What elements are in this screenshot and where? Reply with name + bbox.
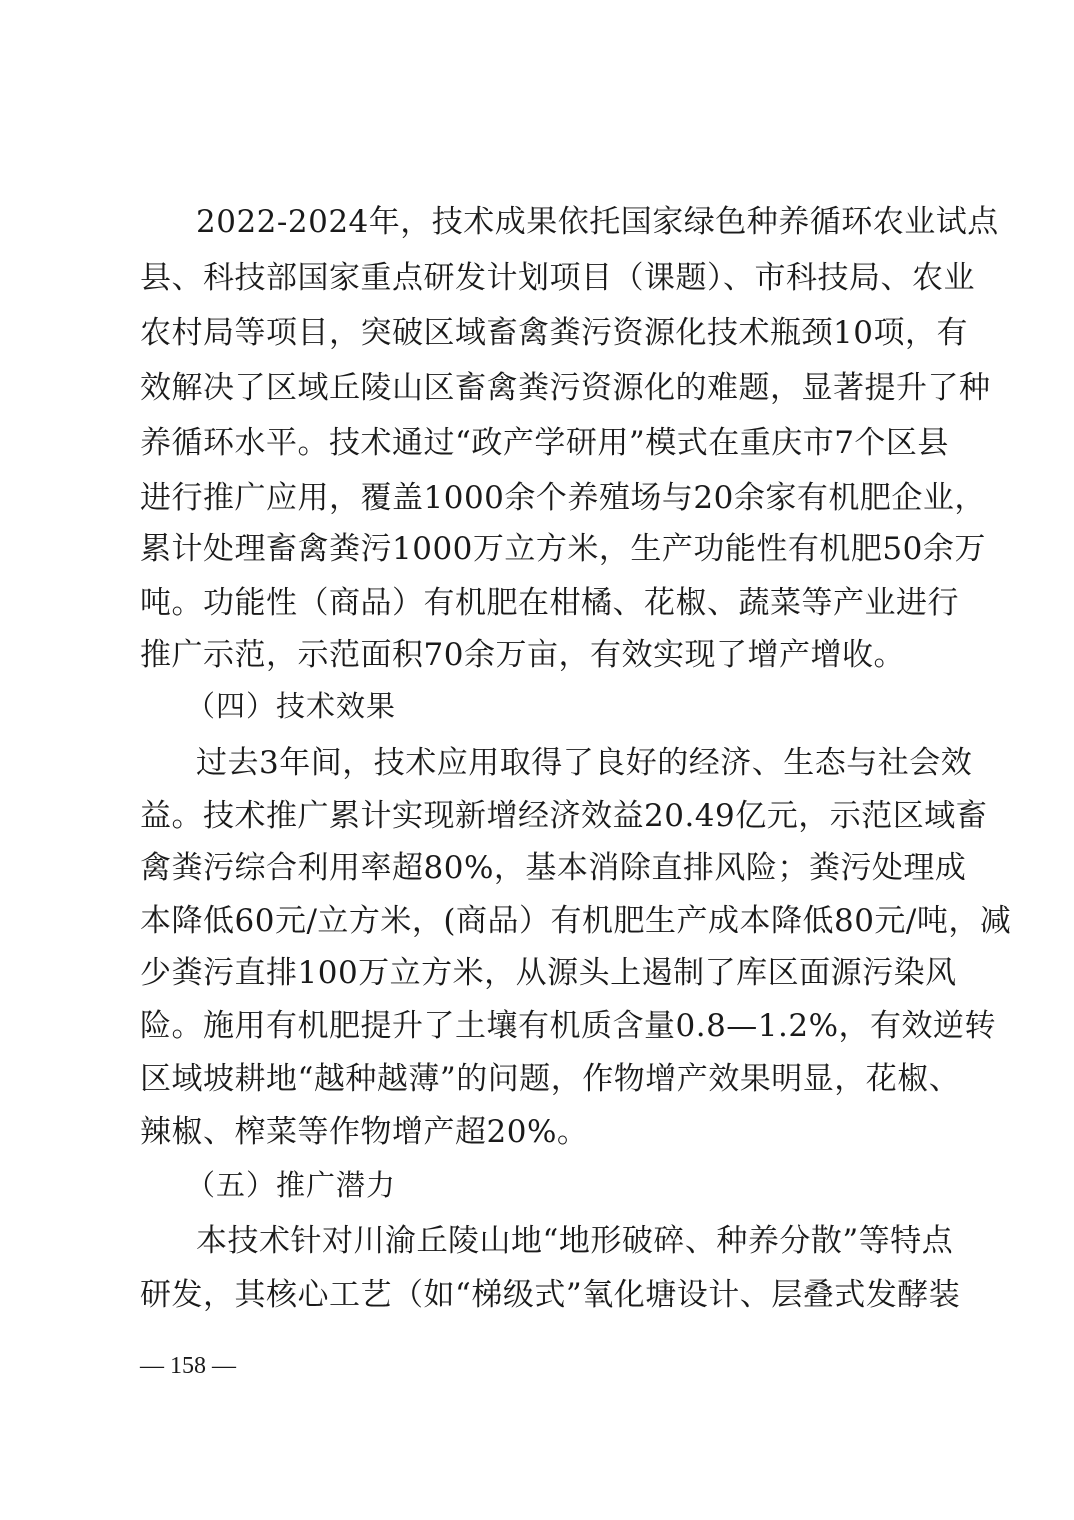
text-line: 益。技术推广累计实现新增经济效益20.49亿元，示范区域畜	[140, 798, 988, 834]
section-heading-promotion-potential: （五）推广潜力	[186, 1168, 397, 1202]
text-line: 本技术针对川渝丘陵山地“地形破碎、种养分散”等特点	[196, 1223, 954, 1259]
text-line: 2022-2024年，技术成果依托国家绿色种养循环农业试点	[196, 204, 999, 240]
text-line: 推广示范，示范面积70余万亩，有效实现了增产增收。	[140, 637, 905, 673]
page-number: — 158 —	[140, 1353, 236, 1379]
text-line: 吨。功能性（商品）有机肥在柑橘、花椒、蔬菜等产业进行	[140, 585, 959, 621]
text-line: 禽粪污综合利用率超80%，基本消除直排风险；粪污处理成	[140, 850, 967, 886]
text-line: 农村局等项目，突破区域畜禽粪污资源化技术瓶颈10项，有	[140, 315, 968, 351]
section-heading-technical-effects: （四）技术效果	[186, 689, 397, 723]
text-line: 县、科技部国家重点研发计划项目（课题）、市科技局、农业	[140, 260, 975, 296]
text-line: 养循环水平。技术通过“政产学研用”模式在重庆市7个区县	[140, 425, 949, 461]
text-line: 辣椒、榨菜等作物增产超20%。	[140, 1114, 589, 1150]
text-line: 区域坡耕地“越种越薄”的问题，作物增产效果明显，花椒、	[140, 1061, 961, 1097]
text-line: 效解决了区域丘陵山区畜禽粪污资源化的难题，显著提升了种	[140, 370, 991, 406]
text-line: 少粪污直排100万立方米，从源头上遏制了库区面源污染风	[140, 955, 957, 991]
text-line: 过去3年间，技术应用取得了良好的经济、生态与社会效	[196, 745, 973, 781]
text-line: 本降低60元/立方米，(商品）有机肥生产成本降低80元/吨，减	[140, 903, 1012, 939]
text-line: 研发，其核心工艺（如“梯级式”氧化塘设计、层叠式发酵装	[140, 1277, 961, 1313]
text-line: 累计处理畜禽粪污1000万立方米，生产功能性有机肥50余万	[140, 531, 986, 567]
text-line: 进行推广应用，覆盖1000余个养殖场与20余家有机肥企业，	[140, 480, 986, 516]
text-line: 险。施用有机肥提升了土壤有机质含量0.8—1.2%，有效逆转	[140, 1008, 997, 1044]
